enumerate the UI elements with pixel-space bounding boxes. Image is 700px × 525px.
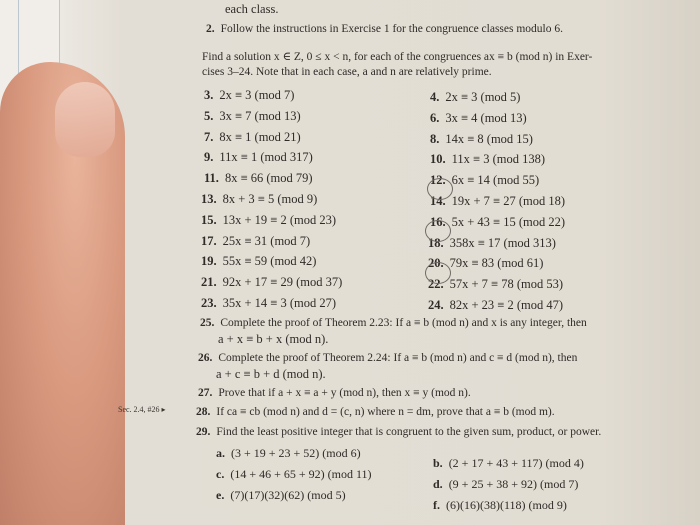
congruence-text: 35x + 14 ≡ 3 (mod 27) <box>222 296 337 310</box>
congruence-text: 5x + 43 ≡ 15 (mod 22) <box>451 214 566 229</box>
congruence-item <box>204 150 313 165</box>
exercise-27 <box>198 386 683 400</box>
exercise-number: 29. <box>196 426 211 438</box>
exercise-26-line2: a + c ≡ b + d (mod n). <box>216 367 326 381</box>
exercise-number: 4. <box>430 90 440 104</box>
congruence-text: 2x ≡ 3 (mod 5) <box>445 90 521 104</box>
congruence-text: 13x + 19 ≡ 2 (mod 23) <box>222 212 337 227</box>
congruence-text: 82x + 23 ≡ 2 (mod 47) <box>449 298 564 312</box>
exercise-number: 8. <box>430 131 440 146</box>
exercise-29-part <box>433 498 567 513</box>
congruence-text: 79x ≡ 83 (mod 61) <box>449 256 544 271</box>
exercise-text: Follow the instructions in Exercise 1 for the congruence classes modulo 6. <box>220 23 563 35</box>
exercise-2 <box>206 22 691 36</box>
exercise-number: 20. <box>428 256 444 271</box>
congruence-text: 14x ≡ 8 (mod 15) <box>445 131 533 146</box>
exercise-number: 24. <box>428 298 444 312</box>
exercise-number: 14. <box>430 194 446 208</box>
congruence-item <box>204 88 294 103</box>
exercise-number: 9. <box>204 150 214 165</box>
congruence-text: 358x ≡ 17 (mod 313) <box>449 235 556 250</box>
congruence-item <box>201 213 336 228</box>
congruence-item <box>201 296 336 311</box>
thumbnail <box>55 82 115 157</box>
exercise-number: 16. <box>430 214 446 229</box>
part-text: (14 + 46 + 65 + 92) (mod 11) <box>230 467 372 481</box>
part-label: d. <box>433 477 443 491</box>
part-text: (6)(16)(38)(118) (mod 9) <box>446 498 567 512</box>
exercise-number: 3. <box>204 88 214 102</box>
exercise-number: 5. <box>204 108 214 123</box>
exercise-number: 6. <box>430 110 440 125</box>
exercise-25-line2: a + x ≡ b + x (mod n). <box>218 332 329 346</box>
exercise-number: 18. <box>428 235 444 250</box>
congruence-text: 8x ≡ 66 (mod 79) <box>224 171 313 186</box>
exercise-number: 2. <box>206 23 215 35</box>
congruence-text: 57x + 7 ≡ 78 (mod 53) <box>449 277 564 292</box>
exercise-number: 12. <box>430 173 446 188</box>
congruence-text: 25x ≡ 31 (mod 7) <box>222 233 311 248</box>
congruence-item <box>204 109 301 124</box>
exercise-number: 11. <box>204 171 219 186</box>
exercise-number: 13. <box>201 192 217 206</box>
exercise-number: 7. <box>204 129 214 144</box>
instructions-line-1: Find a solution x ∈ Z, 0 ≤ x < n, for each of the congruences ax ≡ b (mod n) in Exer- <box>202 51 593 63</box>
congruence-item <box>428 298 563 313</box>
exercise-text: Find the least positive integer that is congruent to the given sum, product, or power. <box>216 426 602 438</box>
part-text: (9 + 25 + 38 + 92) (mod 7) <box>448 477 579 491</box>
exercise-29-part <box>433 456 584 471</box>
congruence-item <box>201 275 342 290</box>
part-text: (3 + 19 + 23 + 52) (mod 6) <box>231 446 361 460</box>
exercise-text: Complete the proof of Theorem 2.24: If a ≡ b (mod n) and c ≡ d (mod n), then <box>218 352 578 364</box>
congruence-text: 19x + 7 ≡ 27 (mod 18) <box>451 194 566 208</box>
congruence-item <box>201 254 316 269</box>
exercise-25 <box>200 316 685 330</box>
exercise-29 <box>196 425 681 439</box>
intro-tail: each class. <box>225 2 279 16</box>
pen-circle <box>425 262 451 284</box>
exercise-number: 23. <box>201 296 217 310</box>
exercise-number: 21. <box>201 275 217 290</box>
exercise-26 <box>198 351 683 365</box>
exercise-29-part <box>433 477 578 492</box>
congruence-text: 8x ≡ 1 (mod 21) <box>219 129 301 144</box>
exercise-number: 25. <box>200 317 215 329</box>
exercise-29-part <box>216 446 361 461</box>
congruence-item <box>204 130 301 145</box>
exercise-number: 15. <box>201 212 217 227</box>
exercise-text: Prove that if a + x ≡ a + y (mod n), then x ≡ y (mod n). <box>218 387 471 399</box>
thumb <box>0 62 125 525</box>
congruence-item <box>201 192 317 207</box>
congruence-item <box>430 111 527 126</box>
congruence-text: 11x ≡ 1 (mod 317) <box>219 150 313 165</box>
exercise-29-part <box>216 467 372 482</box>
congruence-text: 3x ≡ 4 (mod 13) <box>445 110 527 125</box>
instructions-line-2: cises 3–24. Note that in each case, a and n are relatively prime. <box>202 66 492 78</box>
part-text: (2 + 17 + 43 + 117) (mod 4) <box>448 456 584 470</box>
exercise-number: 27. <box>198 387 213 399</box>
pen-circle <box>425 220 451 242</box>
exercise-number: 10. <box>430 152 446 167</box>
part-label: e. <box>216 488 225 502</box>
part-label: f. <box>433 498 440 512</box>
exercise-text: If ca ≡ cb (mod n) and d = (c, n) where n = dm, prove that a ≡ b (mod m). <box>216 406 555 418</box>
congruence-text: 6x ≡ 14 (mod 55) <box>451 173 540 188</box>
congruence-text: 8x + 3 ≡ 5 (mod 9) <box>222 192 318 206</box>
congruence-text: 2x ≡ 3 (mod 7) <box>219 88 295 102</box>
congruence-item <box>204 171 313 186</box>
exercise-number: 26. <box>198 352 213 364</box>
exercise-number: 17. <box>201 233 217 248</box>
exercise-number: 19. <box>201 254 217 269</box>
exercise-number: 22. <box>428 277 444 292</box>
congruence-text: 92x + 17 ≡ 29 (mod 37) <box>222 275 343 290</box>
congruence-text: 55x ≡ 59 (mod 42) <box>222 254 317 269</box>
part-label: c. <box>216 467 225 481</box>
congruence-item <box>430 194 565 209</box>
congruence-item <box>430 132 533 147</box>
part-label: b. <box>433 456 443 470</box>
congruence-text: 3x ≡ 7 (mod 13) <box>219 108 301 123</box>
exercise-28 <box>196 405 681 419</box>
section-reference-note: Sec. 2.4, #26 ▸ <box>118 405 166 414</box>
congruence-item <box>430 152 545 167</box>
part-label: a. <box>216 446 225 460</box>
part-text: (7)(17)(32)(62) (mod 5) <box>230 488 346 502</box>
exercise-29-part <box>216 488 346 503</box>
exercise-number: 28. <box>196 406 211 418</box>
congruence-item <box>430 90 520 105</box>
pen-circle <box>427 178 453 200</box>
congruence-text: 11x ≡ 3 (mod 138) <box>451 152 546 167</box>
congruence-item <box>201 234 310 249</box>
exercise-text: Complete the proof of Theorem 2.23: If a ≡ b (mod n) and x is any integer, then <box>220 317 587 329</box>
